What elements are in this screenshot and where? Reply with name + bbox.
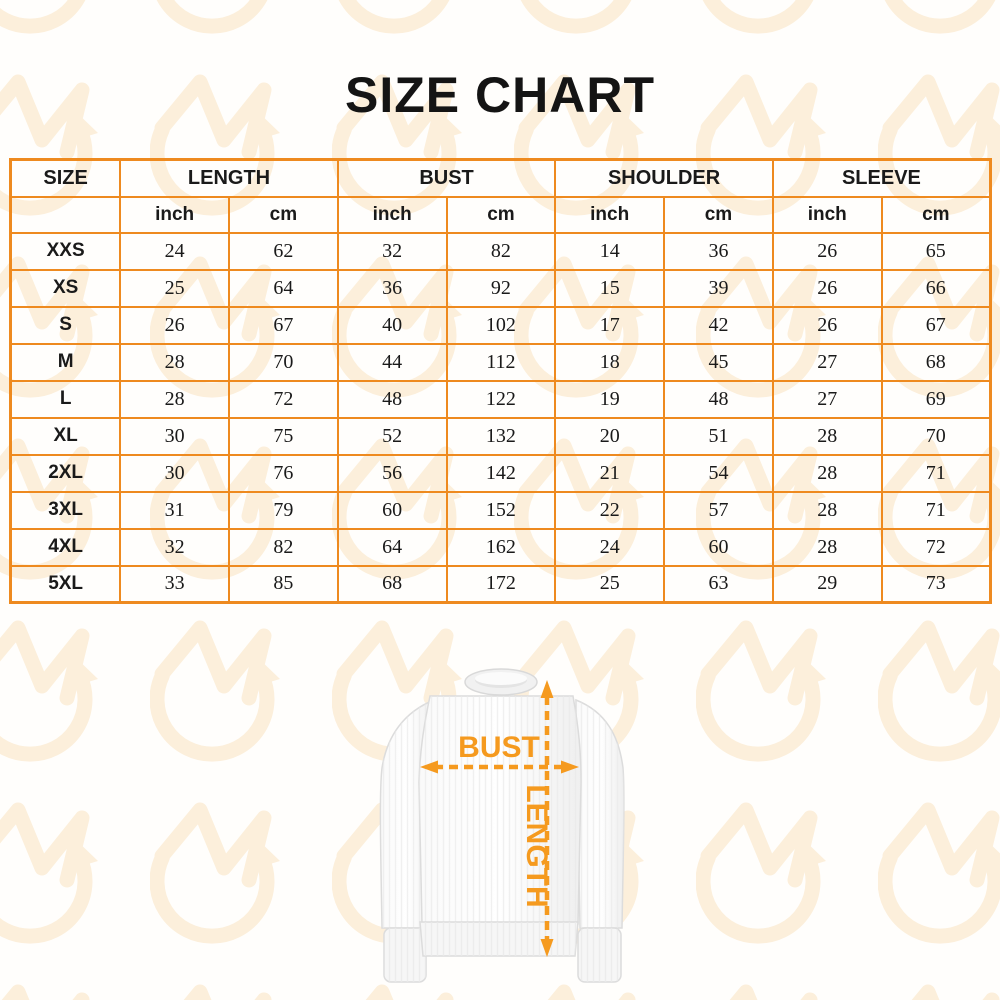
size-cell: L: [11, 381, 121, 418]
table-row: [11, 233, 991, 270]
table-row: [11, 566, 991, 603]
size-cell: S: [11, 307, 121, 344]
value-cell: 72: [882, 529, 991, 566]
value-cell: 24: [120, 233, 229, 270]
value-cell: 66: [882, 270, 991, 307]
header-bust: BUST: [338, 160, 556, 197]
header-length: LENGTH: [120, 160, 338, 197]
value-cell: 26: [773, 233, 882, 270]
value-cell: 71: [882, 492, 991, 529]
value-cell: 76: [229, 455, 338, 492]
table-row: [11, 307, 991, 344]
value-cell: 45: [664, 344, 773, 381]
unit-cell: inch: [555, 197, 664, 233]
value-cell: 64: [338, 529, 447, 566]
value-cell: 85: [229, 566, 338, 603]
value-cell: 57: [664, 492, 773, 529]
value-cell: 39: [664, 270, 773, 307]
value-cell: 92: [447, 270, 556, 307]
value-cell: 70: [882, 418, 991, 455]
value-cell: 82: [447, 233, 556, 270]
header-shoulder: SHOULDER: [555, 160, 773, 197]
value-cell: 82: [229, 529, 338, 566]
value-cell: 65: [882, 233, 991, 270]
value-cell: 68: [338, 566, 447, 603]
unit-cell: cm: [882, 197, 991, 233]
value-cell: 26: [120, 307, 229, 344]
size-cell: M: [11, 344, 121, 381]
bust-label: BUST: [458, 731, 540, 764]
value-cell: 21: [555, 455, 664, 492]
value-cell: 75: [229, 418, 338, 455]
value-cell: 26: [773, 307, 882, 344]
value-cell: 69: [882, 381, 991, 418]
size-cell: XS: [11, 270, 121, 307]
value-cell: 42: [664, 307, 773, 344]
size-cell: XXS: [11, 233, 121, 270]
value-cell: 24: [555, 529, 664, 566]
value-cell: 19: [555, 381, 664, 418]
size-cell: XL: [11, 418, 121, 455]
value-cell: 20: [555, 418, 664, 455]
table-row: [11, 381, 991, 418]
value-cell: 71: [882, 455, 991, 492]
unit-cell: cm: [664, 197, 773, 233]
value-cell: 28: [773, 418, 882, 455]
value-cell: 44: [338, 344, 447, 381]
value-cell: 68: [882, 344, 991, 381]
value-cell: 56: [338, 455, 447, 492]
size-cell: 4XL: [11, 529, 121, 566]
value-cell: 40: [338, 307, 447, 344]
page-title: SIZE CHART: [345, 67, 655, 123]
value-cell: 72: [229, 381, 338, 418]
table-row: [11, 270, 991, 307]
value-cell: 67: [882, 307, 991, 344]
sweater-illustration: [380, 669, 623, 982]
unit-cell: cm: [447, 197, 556, 233]
unit-cell: cm: [229, 197, 338, 233]
value-cell: 28: [120, 381, 229, 418]
value-cell: 112: [447, 344, 556, 381]
value-cell: 132: [447, 418, 556, 455]
value-cell: 62: [229, 233, 338, 270]
table-row: [11, 455, 991, 492]
value-cell: 33: [120, 566, 229, 603]
table-row: [11, 344, 991, 381]
value-cell: 22: [555, 492, 664, 529]
value-cell: 28: [773, 529, 882, 566]
value-cell: 172: [447, 566, 556, 603]
value-cell: 162: [447, 529, 556, 566]
unit-cell: inch: [120, 197, 229, 233]
value-cell: 67: [229, 307, 338, 344]
value-cell: 31: [120, 492, 229, 529]
value-cell: 26: [773, 270, 882, 307]
value-cell: 52: [338, 418, 447, 455]
size-cell: 3XL: [11, 492, 121, 529]
value-cell: 18: [555, 344, 664, 381]
value-cell: 60: [664, 529, 773, 566]
value-cell: 70: [229, 344, 338, 381]
unit-corner-empty: [11, 197, 121, 233]
value-cell: 17: [555, 307, 664, 344]
size-cell: 5XL: [11, 566, 121, 603]
arrow-up-icon: [541, 680, 554, 698]
value-cell: 29: [773, 566, 882, 603]
value-cell: 28: [773, 455, 882, 492]
value-cell: 36: [338, 270, 447, 307]
value-cell: 36: [664, 233, 773, 270]
value-cell: 30: [120, 418, 229, 455]
value-cell: 27: [773, 344, 882, 381]
value-cell: 73: [882, 566, 991, 603]
value-cell: 48: [338, 381, 447, 418]
value-cell: 64: [229, 270, 338, 307]
sweater-measurement-diagram: [370, 660, 640, 1000]
value-cell: 25: [555, 566, 664, 603]
length-label: LENGTH: [520, 784, 553, 908]
value-cell: 32: [120, 529, 229, 566]
value-cell: 54: [664, 455, 773, 492]
size-table-body: [11, 233, 991, 603]
value-cell: 28: [773, 492, 882, 529]
value-cell: 48: [664, 381, 773, 418]
value-cell: 30: [120, 455, 229, 492]
value-cell: 142: [447, 455, 556, 492]
value-cell: 15: [555, 270, 664, 307]
value-cell: 14: [555, 233, 664, 270]
size-cell: 2XL: [11, 455, 121, 492]
value-cell: 28: [120, 344, 229, 381]
value-cell: 152: [447, 492, 556, 529]
value-cell: 32: [338, 233, 447, 270]
unit-cell: inch: [773, 197, 882, 233]
value-cell: 79: [229, 492, 338, 529]
header-sleeve: SLEEVE: [773, 160, 991, 197]
value-cell: 25: [120, 270, 229, 307]
table-unit-row: [11, 197, 991, 233]
value-cell: 63: [664, 566, 773, 603]
unit-cell: inch: [338, 197, 447, 233]
value-cell: 102: [447, 307, 556, 344]
header-size: SIZE: [11, 160, 121, 197]
value-cell: 51: [664, 418, 773, 455]
value-cell: 60: [338, 492, 447, 529]
table-row: [11, 529, 991, 566]
table-row: [11, 492, 991, 529]
size-table: [9, 158, 992, 604]
value-cell: 27: [773, 381, 882, 418]
table-header-row: [11, 160, 991, 197]
table-row: [11, 418, 991, 455]
value-cell: 122: [447, 381, 556, 418]
